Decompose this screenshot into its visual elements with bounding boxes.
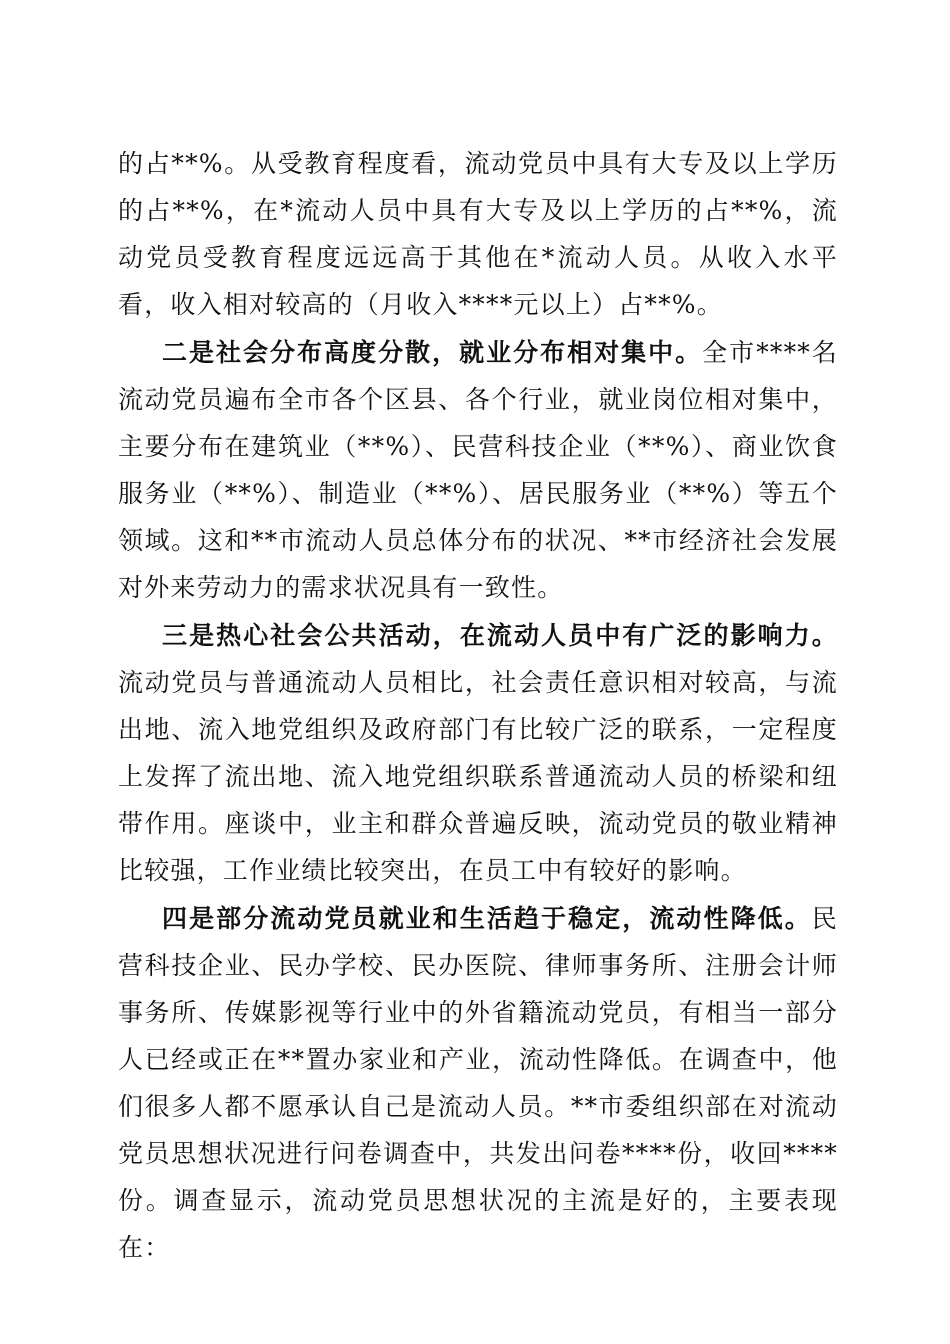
paragraph-public-activity <box>118 612 838 894</box>
paragraph-body: 全市****名流动党员遍布全市各个区县、各个行业，就业岗位相对集中，主要分布在建筑业（**%）、民营科技企业（**%）、商业饮食服务业（**%）、制造业（**%）、居民服务业（**%）等五个领域。这和**市流动人员总体分布的状况、**市经济社会发展对外来劳动力的需求状况具有一致性。 <box>118 338 838 602</box>
paragraph-body: 流动党员与普通流动人员相比，社会责任意识相对较高，与流出地、流入地党组织及政府部门有比较广泛的联系，一定程度上发挥了流出地、流入地党组织联系普通流动人员的桥梁和纽带作用。座谈中，业主和群众普遍反映，流动党员的敬业精神比较强，工作业绩比较突出，在员工中有较好的影响。 <box>118 668 838 885</box>
paragraph-education-income <box>118 140 838 328</box>
document-body <box>118 140 838 1272</box>
paragraph-stability <box>118 895 838 1271</box>
paragraph-body: 民营科技企业、民办学校、民办医院、律师事务所、注册会计师事务所、传媒影视等行业中的外省籍流动党员，有相当一部分人已经或正在**置办家业和产业，流动性降低。在调查中，他们很多人都不愿承认自己是流动人员。**市委组织部在对流动党员思想状况进行问卷调查中，共发出问卷****份，收回****份。调查显示，流动党员思想状况的主流是好的，主要表现在： <box>118 904 838 1262</box>
paragraph-lead: 二是社会分布高度分散，就业分布相对集中。 <box>162 338 703 367</box>
paragraph-body: 的占**%。从受教育程度看，流动党员中具有大专及以上学历的占**%，在*流动人员中具有大专及以上学历的占**%，流动党员受教育程度远远高于其他在*流动人员。从收入水平看，收入相对较高的（月收入****元以上）占**%。 <box>118 149 838 319</box>
paragraph-distribution <box>118 329 838 611</box>
paragraph-lead: 四是部分流动党员就业和生活趋于稳定，流动性降低。 <box>162 904 812 933</box>
paragraph-lead: 三是热心社会公共活动，在流动人员中有广泛的影响力。 <box>162 621 838 650</box>
